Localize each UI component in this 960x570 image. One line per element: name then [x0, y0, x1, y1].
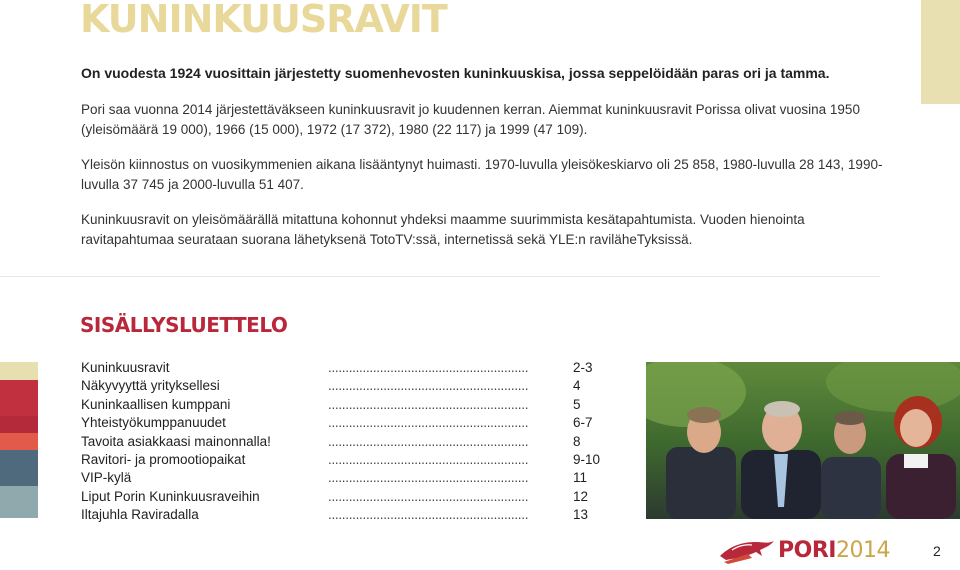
crowd-photo-illustration — [646, 362, 960, 519]
color-stripes — [0, 362, 38, 518]
toc-page-number: 6-7 — [573, 415, 593, 431]
toc-leader-dots: .......................................................... — [328, 451, 529, 467]
logo-text — [778, 538, 890, 564]
toc-item-label: Kuninkuusravit — [81, 360, 170, 375]
toc-leader-dots: .......................................................... — [328, 360, 529, 375]
toc-page-number: 8 — [573, 433, 581, 449]
logo-year: 2014 — [835, 538, 890, 563]
toc-heading: SISÄLLYSLUETTELO — [80, 313, 288, 337]
stripe — [0, 416, 38, 433]
toc-row[interactable] — [81, 451, 601, 469]
toc-page-number: 9-10 — [573, 451, 601, 467]
horse-logo-icon — [718, 536, 776, 566]
stripe — [0, 380, 38, 416]
toc-row[interactable] — [81, 433, 601, 451]
paragraph-history: Pori saa vuonna 2014 järjestettäväkseen kuninkuusravit jo kuudennen kerran. Aiemmat kuninkuusravit Porissa olivat vuosina 1950 (yleisömäärä 19 000), 1966 (15 000), 1972 (17 372), 1980 (22 117) ja 1999 (47 109). — [81, 102, 860, 137]
toc-item-label: VIP-kylä — [81, 470, 132, 486]
paragraph-attendance: Yleisön kiinnostus on vuosikymmenien aikana lisääntynyt huimasti. 1970-luvulla yleisökeskiarvo oli 25 858, 1980-luvulla 28 143, 1990-luvulla 37 745 ja 2000-luvulla 51 407. — [81, 157, 883, 192]
toc-page-number: 11 — [573, 470, 588, 486]
toc-item-label: Iltajuhla Raviradalla — [81, 507, 199, 523]
toc-leader-dots: .......................................................... — [328, 433, 529, 449]
toc-row[interactable] — [81, 359, 601, 377]
toc-item-label: Ravitori- ja promootiopaikat — [81, 451, 246, 467]
page-title: KUNINKUUSRAVIT — [80, 0, 447, 41]
toc-page-number: 5 — [573, 396, 581, 412]
page-number: 2 — [933, 543, 941, 559]
toc-leader-dots: .......................................................... — [328, 488, 529, 504]
toc-item-label: Tavoita asiakkaasi mainonnalla! — [81, 433, 271, 449]
stripe — [0, 486, 38, 518]
toc-page-number: 13 — [573, 507, 589, 523]
toc-leader-dots: .......................................................... — [328, 507, 529, 523]
pori-2014-logo — [718, 536, 888, 566]
section-divider — [0, 276, 880, 277]
toc-row[interactable] — [81, 414, 601, 432]
toc-item-label: Yhteistyökumppanuudet — [81, 415, 226, 431]
side-tab-decoration — [921, 0, 960, 104]
toc-leader-dots: .......................................................... — [328, 378, 529, 394]
toc-page-number: 12 — [573, 488, 589, 504]
toc-page-number: 2-3 — [573, 360, 593, 375]
toc-row[interactable] — [81, 469, 601, 487]
stripe — [0, 433, 38, 450]
toc-page-number: 4 — [573, 378, 581, 394]
toc-item-label: Kuninkaallisen kumppani — [81, 396, 231, 412]
toc-leader-dots: .......................................................... — [328, 470, 529, 486]
toc-item-label: Liput Porin Kuninkuusraveihin — [81, 488, 260, 504]
paragraph-broadcast: Kuninkuusravit on yleisömäärällä mitattuna kohonnut yhdeksi maamme suurimmista kesätapahtumista. Vuoden hienointa ravitapahtumaa seurataan suorana lähetyksenä TotoTV:ssä, internetissä sekä YLE:n raviläheTyksissä. — [81, 212, 805, 247]
table-of-contents — [81, 359, 601, 525]
toc-item-label: Näkyvyyttä yrityksellesi — [81, 378, 220, 394]
toc-row[interactable] — [81, 506, 601, 524]
toc-row[interactable] — [81, 377, 601, 395]
toc-leader-dots: .......................................................... — [328, 396, 529, 412]
toc-row[interactable] — [81, 488, 601, 506]
stripe — [0, 450, 38, 486]
lead-text: On vuodesta 1924 vuosittain järjestetty suomenhevosten kuninkuuskisa, jossa seppelöidään paras ori ja tamma. — [81, 65, 830, 81]
toc-row[interactable] — [81, 396, 601, 414]
toc-leader-dots: .......................................................... — [328, 415, 529, 431]
crowd-photo — [646, 362, 960, 519]
stripe — [0, 362, 38, 380]
logo-name: PORI — [778, 538, 836, 563]
